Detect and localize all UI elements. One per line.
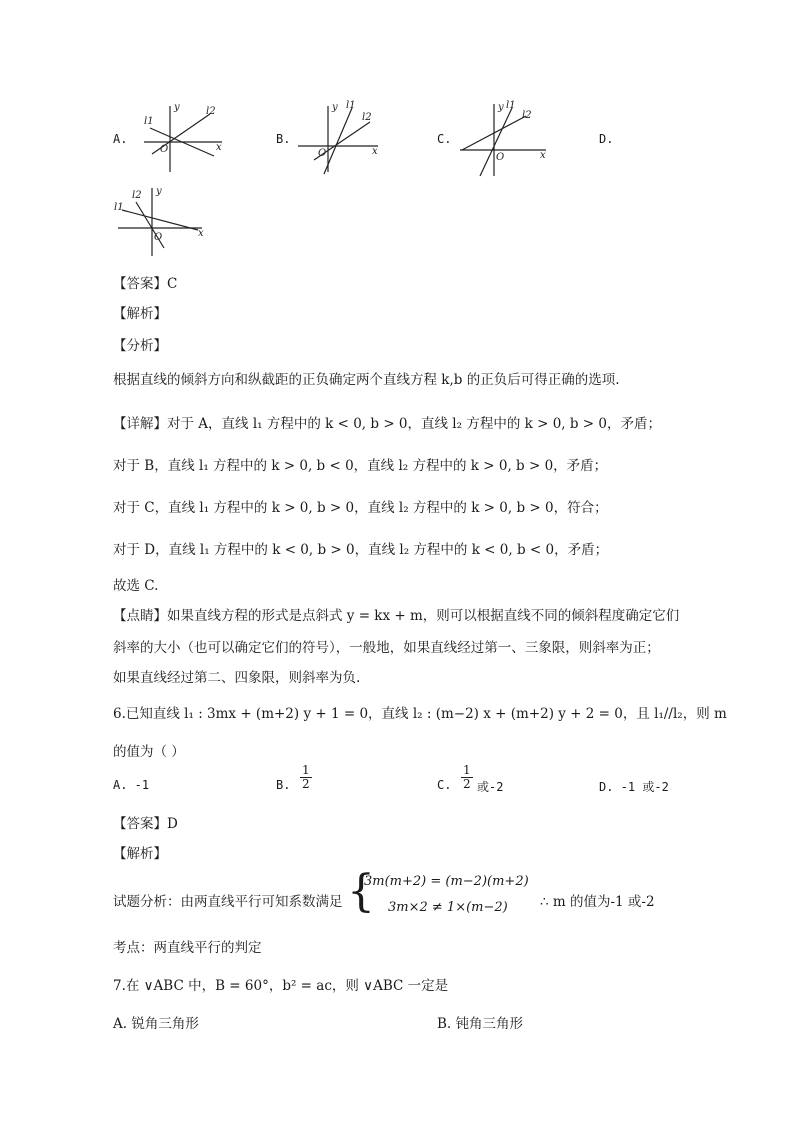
q6-option-c-tail: 或-2 (477, 780, 504, 794)
q6-stem-line-2: 的值为（ ） (113, 744, 185, 760)
origin-label: O (154, 232, 163, 243)
analysis-heading: 【解析】 (113, 306, 167, 322)
q7-option-a: A. 锐角三角形 (113, 1016, 199, 1032)
option-d-label: D. (599, 132, 614, 146)
fenxi-text: 根据直线的倾斜方向和纵截距的正负确定两个直线方程 k,b 的正负后可得正确的选项. (113, 372, 620, 388)
origin-label: O (496, 152, 505, 163)
dianjing-line-1: 【点睛】如果直线方程的形式是点斜式 y = kx + m，则可以根据直线不同的倾斜程度确定它们 (113, 608, 680, 624)
fenxi-heading: 【分析】 (113, 338, 167, 354)
system-brace: { (347, 866, 375, 917)
l2-label: l2 (132, 190, 142, 201)
graph-option-a (140, 100, 230, 176)
q6-option-d: D. -1 或-2 (599, 780, 669, 794)
detail-line-b: 对于 B，直线 l₁ 方程中的 k > 0, b < 0，直线 l₂ 方程中的 k > 0, b > 0，矛盾； (113, 458, 608, 474)
line-l1 (480, 108, 512, 176)
x-label: x (216, 142, 222, 153)
choose-line: 故选 C. (113, 578, 159, 594)
option-c-label: C. (437, 132, 452, 146)
graph-option-d (114, 184, 208, 258)
x-label: x (540, 150, 546, 161)
q6-answer: 【答案】D (113, 816, 178, 832)
q6-option-c-fraction (461, 764, 473, 790)
detail-line-a: 【详解】对于 A，直线 l₁ 方程中的 k < 0, b > 0，直线 l₂ 方程中的 k > 0, b > 0，矛盾； (113, 416, 661, 432)
detail-line-d: 对于 D，直线 l₁ 方程中的 k < 0, b > 0，直线 l₂ 方程中的 k < 0, b < 0，矛盾； (113, 542, 609, 558)
q7-stem: 7.在 ∨ABC 中，B = 60°，b² = ac，则 ∨ABC 一定是 (113, 978, 449, 994)
l2-label: l2 (362, 112, 372, 123)
graph-option-c (456, 98, 552, 178)
y-label: y (156, 186, 162, 197)
q6-option-b-fraction (300, 764, 312, 790)
origin-label: O (318, 148, 327, 159)
option-a-label: A. (113, 132, 128, 146)
q6-trial-suffix: ∴ m 的值为-1 或-2 (540, 894, 655, 910)
q7-option-b: B. 钝角三角形 (437, 1016, 524, 1032)
y-label: y (174, 102, 180, 113)
fraction-numerator: 1 (302, 763, 310, 777)
line-l1 (122, 210, 198, 230)
fraction-numerator: 1 (463, 763, 471, 777)
l2-label: l2 (522, 110, 532, 121)
x-label: x (198, 228, 204, 239)
answer-5: 【答案】C (113, 276, 178, 292)
q6-kaodian: 考点：两直线平行的判定 (113, 940, 262, 956)
q6-option-b-label: B. (276, 778, 291, 792)
q6-analysis-heading: 【解析】 (113, 846, 167, 862)
l1-label: l1 (114, 202, 124, 213)
x-label: x (372, 146, 378, 157)
dianjing-line-2: 斜率的大小（也可以确定它们的符号），一般地，如果直线经过第一、三象限，则斜率为正； (113, 640, 660, 656)
q6-stem-line-1: 6.已知直线 l₁ : 3mx + (m+2) y + 1 = 0，直线 l₂ : (m−2) x + (m+2) y + 2 = 0，且 l₁//l₂，则 m (113, 706, 727, 722)
system-eq-1: 3m(m+2) = (m−2)(m+2) (364, 874, 529, 889)
y-label: y (498, 102, 504, 113)
y-label: y (332, 102, 338, 113)
l1-label: l1 (144, 116, 154, 127)
detail-line-c: 对于 C，直线 l₁ 方程中的 k > 0, b > 0，直线 l₂ 方程中的 k > 0, b > 0，符合； (113, 500, 608, 516)
fraction-denominator: 2 (463, 776, 471, 791)
fraction-denominator: 2 (302, 776, 310, 791)
graph-option-b (294, 100, 384, 176)
l1-label: l1 (346, 100, 356, 111)
q6-trial-prefix: 试题分析：由两直线平行可知系数满足 (113, 894, 343, 910)
q6-option-a: A. -1 (113, 778, 150, 792)
l2-label: l2 (206, 106, 216, 117)
dianjing-line-3: 如果直线经过第二、四象限，则斜率为负. (113, 670, 361, 686)
origin-label: O (160, 144, 169, 155)
q6-option-c-label: C. (437, 778, 452, 792)
l1-label: l1 (506, 100, 516, 111)
system-eq-2: 3m×2 ≠ 1×(m−2) (388, 900, 508, 915)
option-b-label: B. (276, 132, 291, 146)
